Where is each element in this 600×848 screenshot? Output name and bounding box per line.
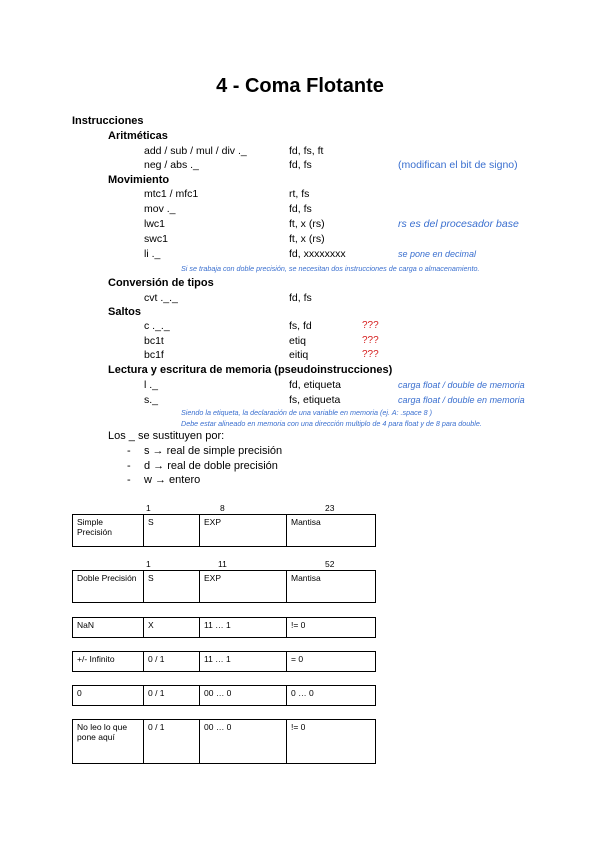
note-decimal: se pone en decimal: [398, 249, 477, 259]
table-infinito: [72, 651, 376, 672]
instr-swc1: swc1: [144, 233, 168, 245]
cell-exp: 00 … 0: [200, 686, 287, 706]
cell-sign: 0 / 1: [144, 652, 200, 672]
cell-mantisa: 0 … 0: [287, 686, 376, 706]
instr-cvt: cvt ._._: [144, 292, 178, 304]
ops-neg-abs: fd, fs: [289, 159, 312, 171]
cell-sign: 0 / 1: [144, 720, 200, 764]
sustituyen-intro: Los _ se sustituyen por:: [108, 430, 225, 442]
ops-c: fs, fd: [289, 320, 312, 332]
instr-c: c ._._: [144, 320, 170, 332]
cell-sign: 0 / 1: [144, 686, 200, 706]
ops-mov: fd, fs: [289, 203, 312, 215]
table-nan: [72, 617, 376, 638]
instr-add-sub: add / sub / mul / div ._: [144, 145, 247, 157]
cell-mantisa: Mantisa: [287, 515, 376, 547]
heading-conversion: Conversión de tipos: [108, 277, 214, 289]
ops-bc1t: etiq: [289, 335, 306, 347]
heading-lectura: Lectura y escritura de memoria (pseudoinstrucciones): [108, 364, 393, 376]
bits-mant-doble: 52: [325, 559, 335, 569]
note-rs: rs es del procesador base: [398, 218, 519, 230]
ops-add-sub: fd, fs, ft: [289, 145, 324, 157]
heading-movimiento: Movimiento: [108, 174, 170, 186]
section-instrucciones: Instrucciones: [72, 115, 144, 127]
cell-mantisa: Mantisa: [287, 571, 376, 603]
cell-exp: 00 … 0: [200, 720, 287, 764]
instr-bc1t: bc1t: [144, 335, 164, 347]
heading-aritmeticas: Aritméticas: [108, 130, 168, 142]
cell-label: +/- Infinito: [73, 652, 144, 672]
cell-exp: EXP: [200, 571, 287, 603]
mark-bc1f: ???: [362, 349, 379, 360]
footnote-etiqueta: Siendo la etiqueta, la declaración de una variable en memoria (ej. A: .space 8 ): [181, 408, 433, 417]
instr-l: l ._: [144, 379, 159, 391]
table-no-leo: [72, 719, 376, 764]
bullet: -: [127, 445, 131, 457]
list-item: s → real de simple precisión: [144, 445, 283, 457]
cell-label: Doble Precisión: [73, 571, 144, 603]
bits-s-doble: 1: [146, 559, 151, 569]
bullet: -: [127, 460, 131, 472]
list-item: d → real de doble precisión: [144, 460, 278, 472]
instr-lwc1: lwc1: [144, 218, 166, 230]
table-simple-precision: [72, 514, 376, 547]
heading-saltos: Saltos: [108, 306, 142, 318]
cell-label: Simple Precisión: [73, 515, 144, 547]
cell-mantisa: = 0: [287, 652, 376, 672]
cell-sign: S: [144, 571, 200, 603]
ops-bc1f: eitiq: [289, 349, 309, 361]
footnote-alineado: Debe estar alineado en memoria con una dirección multiplo de 4 para float y de 8 para double.: [181, 419, 482, 428]
bits-exp-simple: 8: [220, 503, 225, 513]
cell-label: 0: [73, 686, 144, 706]
cell-mantisa: != 0: [287, 618, 376, 638]
ops-swc1: ft, x (rs): [289, 233, 325, 245]
ops-li: fd, xxxxxxxx: [289, 248, 346, 260]
instr-mtc1: mtc1 / mfc1: [144, 188, 199, 200]
table-doble-precision: [72, 570, 376, 603]
page-title: 4 - Coma Flotante: [216, 75, 384, 97]
instr-bc1f: bc1f: [144, 349, 164, 361]
mark-bc1t: ???: [362, 335, 379, 346]
note-signo: (modifican el bit de signo): [398, 159, 518, 171]
bits-exp-doble: 11: [218, 559, 227, 569]
bits-s-simple: 1: [146, 503, 151, 513]
ops-s: fs, etiqueta: [289, 394, 341, 406]
cell-exp: 11 … 1: [200, 618, 287, 638]
cell-exp: EXP: [200, 515, 287, 547]
cell-sign: X: [144, 618, 200, 638]
ops-lwc1: ft, x (rs): [289, 218, 325, 230]
bullet: -: [127, 474, 131, 486]
ops-l: fd, etiqueta: [289, 379, 341, 391]
cell-sign: S: [144, 515, 200, 547]
cell-mantisa: != 0: [287, 720, 376, 764]
cell-label: No leo lo que pone aquí: [73, 720, 144, 764]
footnote-doble-precision: Si se trabaja con doble precisión, se necesitan dos instrucciones de carga o almacenamiento.: [181, 264, 480, 273]
table-cero: [72, 685, 376, 706]
instr-neg-abs: neg / abs ._: [144, 159, 199, 171]
instr-s: s._: [144, 394, 159, 406]
cell-exp: 11 … 1: [200, 652, 287, 672]
list-item: w → entero: [144, 474, 201, 486]
bits-mant-simple: 23: [325, 503, 335, 513]
mark-c: ???: [362, 320, 379, 331]
ops-cvt: fd, fs: [289, 292, 312, 304]
ops-mtc1: rt, fs: [289, 188, 310, 200]
instr-li: li ._: [144, 248, 161, 260]
instr-mov: mov ._: [144, 203, 176, 215]
note-carga-en: carga float / double en memoria: [398, 395, 525, 405]
cell-label: NaN: [73, 618, 144, 638]
note-carga-de: carga float / double de memoria: [398, 380, 525, 390]
